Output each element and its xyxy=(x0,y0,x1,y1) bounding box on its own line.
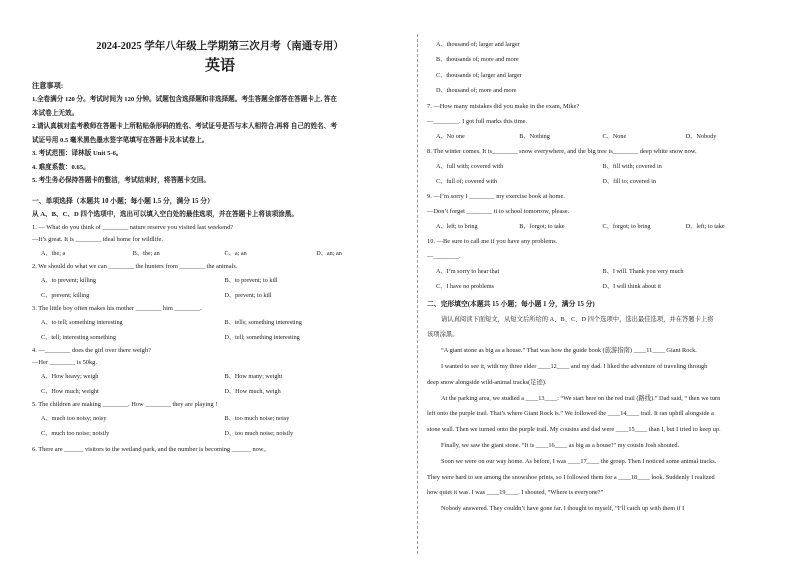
option-c: C、None xyxy=(602,132,627,140)
option-a: A、to prevent; killing xyxy=(41,276,96,284)
option-b: B、too much noise; noisy xyxy=(224,414,290,422)
section2-instruction: 该项涂黑。 xyxy=(427,331,459,339)
notice-list xyxy=(32,93,408,188)
question-2 xyxy=(32,261,408,303)
question-options xyxy=(427,159,769,189)
question-options xyxy=(427,129,769,144)
question-stem: —________. I got full marks this time. xyxy=(427,117,528,125)
question-options xyxy=(32,315,408,345)
option-c: C、a; an xyxy=(224,249,247,257)
column-divider xyxy=(417,34,418,554)
option-c: C、much too noise; noisily xyxy=(41,429,110,437)
question-7 xyxy=(427,99,769,144)
question-3 xyxy=(32,303,408,345)
question-8 xyxy=(427,144,769,189)
question-4 xyxy=(32,345,408,399)
question-stem: 3. The little boy often makes his mother ________ him ________. xyxy=(32,304,202,312)
question-stem: 8. The winter comes. It is________ snow everywhere, and the big tree is________ deep white snow now. xyxy=(427,147,697,155)
question-options xyxy=(32,411,408,441)
option-b: B、How many; weight xyxy=(224,372,283,380)
question-stem: 2. We should do what we can ________ the hunters from ________ the animals. xyxy=(32,262,238,270)
option-b: B、I will. Thank you very much xyxy=(602,267,684,275)
passage-line: stone wall. Then we turned onto the purple trail. My cousins and dad were ____15____ than I, but I tried to keep up. xyxy=(427,426,721,434)
option-b: B、tells; something interesting xyxy=(224,318,302,326)
option-a: A、No one xyxy=(436,132,465,140)
question-options xyxy=(32,369,408,399)
option-d: D、left; to take xyxy=(685,222,725,230)
option-a: A、much too noisy; noisy xyxy=(41,414,107,422)
passage-line: deep snow alongside wild-animal tracks(足迹). xyxy=(427,378,547,386)
q6-options xyxy=(427,37,769,99)
passage-line: Soon we were on our way home. As before, I was ____17____ the group. Then I noticed some animal tracks. xyxy=(441,457,717,465)
question-options xyxy=(32,273,408,303)
option-b: B、Nothing xyxy=(519,132,550,140)
question-1 xyxy=(32,222,408,261)
passage-line: Finally, we saw the giant stone. “It is ____16____ as big as a house!” my cousin Josh shouted. xyxy=(441,442,680,449)
option-c: C、tell; interesting something xyxy=(41,333,116,341)
question-stem: —It’s great. It is ________ ideal home for wildlife. xyxy=(32,235,163,243)
notice-line: 2.请认真核对监考教师在答题卡上所粘贴条形码的姓名、考试证号是否与本人相符合,再将 自己的姓名、考 xyxy=(32,123,337,130)
question-stem: 1. — What do you think of ________ nature reserve you visited last weekend? xyxy=(32,223,234,231)
option-d: D、I will think about it xyxy=(602,282,661,290)
option-d: D、prevent; to kill xyxy=(224,291,272,299)
passage-line: At the parking area, we studied a ____13____: “We start here on the red trail (路线).” Dad said, “ then we turn xyxy=(441,394,721,402)
passage-line: left onto the purple trail. That’s where Giant Rock is.” We followed the ____14____ trail. It ran uphill alongside a xyxy=(427,410,714,418)
section1-instruction: 从 A、B、C、D 四个选项中，选出可以填入空白处的最佳选项，并在答题卡上将该项涂黑。 xyxy=(32,210,298,218)
option-a: A、full with; covered with xyxy=(436,162,504,170)
question-6 xyxy=(32,444,408,456)
cloze-passage xyxy=(427,343,769,517)
option-a: A、to tell; something interesting xyxy=(41,318,123,326)
notice-line: 4. 难度系数：0.65。 xyxy=(32,163,90,171)
option-b: B、fill with; covered in xyxy=(602,162,662,170)
section2-instruction: 请认真阅读下面短文，从短文后所给的 A、B、C、D 四个选项中，选出最佳选项，并在答题卡上将 xyxy=(441,315,714,323)
option-c: C、How much; weight xyxy=(41,387,99,395)
passage-line: how quiet it was. I was ____19____. I shouted, “Where is everyone?” xyxy=(427,489,604,497)
passage-line: They were hard to see among the snowshoe prints, so I followed them for a ____18____ look. Suddenly I realized xyxy=(427,473,715,481)
option-d: D、How much, weigh xyxy=(224,387,281,395)
option-d: D、fill to; covered in xyxy=(602,177,656,185)
notice-line: 本试卷上无效。 xyxy=(32,109,79,117)
question-5 xyxy=(32,399,408,441)
option-c: C、prevent; killing xyxy=(41,291,90,299)
question-options xyxy=(427,264,769,294)
option-a: A、How heavy; weigh xyxy=(41,372,99,380)
option-d: D、Nobody xyxy=(685,132,717,140)
option-d: D、thousand of; more and more xyxy=(436,87,517,95)
option-a: A、I’m sorry to hear that xyxy=(436,267,500,275)
option-a: A、left; to bring xyxy=(436,222,478,230)
passage-line: “A giant stone as big as a house.” That was how the guide book (旅游指南) ____11____ Giant Rock. xyxy=(441,347,697,355)
notice-heading: 注意事项: xyxy=(32,82,64,90)
question-stem: 4. —________ does the girl over there weigh? xyxy=(32,346,151,354)
passage-line: I wanted to see it, with my three elder ____12____ and my dad. I liked the adventure of traveling through xyxy=(441,363,708,371)
question-10 xyxy=(427,234,769,294)
section1-heading: 一、单项选择（本题共 10 小题；每小题 1.5 分，满分 15 分） xyxy=(32,197,214,205)
option-c: C、full of; covered with xyxy=(436,177,498,185)
question-stem: —________. xyxy=(427,252,461,260)
question-9 xyxy=(427,189,769,234)
option-b: B、to prevent; to kill xyxy=(224,276,278,284)
option-a: A、thousand of; larger and larger xyxy=(436,41,520,48)
option-a: A、the; a xyxy=(41,249,66,257)
question-stem: —Don’t forget ________ it to school tomorrow, please. xyxy=(427,207,570,215)
option-b: B、forgot; to take xyxy=(519,222,565,230)
subject-title: 英语 xyxy=(204,58,235,74)
right-column xyxy=(427,38,769,517)
question-stem: 9. —I’m sorry I ________ my exercise book at home. xyxy=(427,192,565,200)
notice-line: 试证号用 0.5 毫米黑色墨水签字笔填写在答题卡及本试卷上。 xyxy=(32,136,209,144)
section2-heading: 二、完形填空(本题共 15 小题；每小题 1 分，满分 15 分) xyxy=(427,300,595,308)
exam-title: 2024-2025 学年八年级上学期第三次月考（南通专用） xyxy=(96,41,344,52)
option-c: C、I have no problems xyxy=(436,282,494,290)
notice-line: 1.全卷满分 120 分。考试时间为 120 分钟。试题包含选择题和非选择题。考生答题全部答在答题卡上, 答在 xyxy=(32,96,337,103)
option-b: B、the; an xyxy=(132,249,160,257)
left-column xyxy=(32,38,408,456)
notice-line: 5. 考生务必保持答题卡的整洁，考试结束时，将答题卡交回。 xyxy=(32,177,211,184)
question-stem: —Her ________ is 50kg. xyxy=(32,358,97,366)
option-d: D、too much noise; noisily xyxy=(224,429,294,437)
option-b: B、thousands of; more and more xyxy=(436,56,519,64)
question-options xyxy=(32,246,408,261)
question-stem: 6. There are ______ visitors to the wetland park, and the number is becoming ______ now。 xyxy=(32,445,270,453)
question-options xyxy=(427,219,769,234)
question-stem: 5. The children are making ________. How ________ they are playing ! xyxy=(32,400,218,408)
question-stem: 7. —How many mistakes did you make in the exam, Mike? xyxy=(427,102,580,110)
option-c: C、thousands of; larger and larger xyxy=(436,71,522,79)
passage-line: Nobody answered. They couldn’t have gone far. I thought to myself, “I’ll catch up with them if I xyxy=(441,505,685,513)
option-d: D、an; an xyxy=(316,249,342,257)
question-stem: 10. —Be sure to call me if you have any problems. xyxy=(427,237,558,245)
notice-line: 3. 考试范围：译林版 Unit 5-6。 xyxy=(32,150,123,157)
option-c: C、forgot; to bring xyxy=(602,222,651,230)
option-d: D、tell; something interesting xyxy=(224,333,300,341)
